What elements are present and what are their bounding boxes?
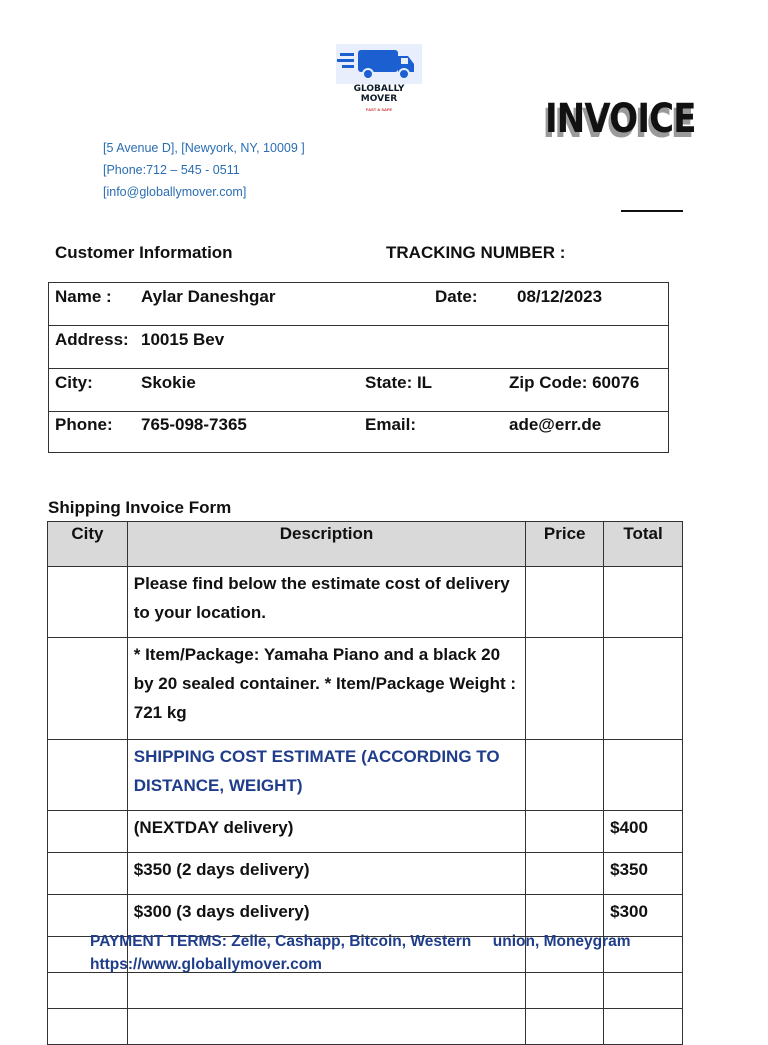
row-city bbox=[48, 740, 128, 811]
customer-row-phone bbox=[49, 411, 668, 454]
truck-icon bbox=[336, 44, 422, 84]
invoice-title: INVOICE bbox=[545, 96, 696, 142]
row-price bbox=[526, 638, 604, 740]
customer-info-label: Customer Information bbox=[55, 243, 233, 262]
address-label: Address: bbox=[55, 330, 129, 349]
row-price bbox=[526, 853, 604, 895]
row-city bbox=[48, 853, 128, 895]
company-logo bbox=[336, 44, 422, 116]
date-label: Date: bbox=[435, 287, 478, 306]
row-price bbox=[526, 895, 604, 937]
customer-row-city bbox=[49, 369, 668, 412]
row-city bbox=[48, 638, 128, 740]
table-row bbox=[48, 895, 683, 937]
company-address: [5 Avenue D], [Newyork, NY, 10009 ] bbox=[103, 141, 305, 155]
email-label: Email: bbox=[365, 415, 417, 434]
row-description: Please find below the estimate cost of delivery to your location. bbox=[127, 567, 526, 638]
phone-label: Phone: bbox=[55, 415, 113, 434]
phone-value: 765-098-7365 bbox=[141, 415, 247, 434]
table-row bbox=[48, 740, 683, 811]
row-description: $350 (2 days delivery) bbox=[127, 853, 526, 895]
table-row bbox=[48, 811, 683, 853]
row-price bbox=[526, 567, 604, 638]
name-value: Aylar Daneshgar bbox=[141, 287, 276, 306]
title-underline bbox=[621, 210, 683, 212]
tracking-number-label: TRACKING NUMBER : bbox=[386, 243, 566, 262]
state-text: State: IL bbox=[365, 373, 433, 392]
row-price bbox=[526, 811, 604, 853]
company-phone: [Phone:712 – 545 - 0511 bbox=[103, 163, 240, 177]
email-value: ade@err.de bbox=[509, 415, 602, 434]
customer-info-box bbox=[48, 282, 669, 453]
row-total: $300 bbox=[604, 895, 683, 937]
company-email: [info@globallymover.com] bbox=[103, 185, 247, 199]
row-description: SHIPPING COST ESTIMATE (ACCORDING TO DISTANCE, WEIGHT) bbox=[127, 740, 526, 811]
header-description: Description bbox=[127, 522, 526, 567]
table-row bbox=[48, 973, 683, 1009]
table-header-row bbox=[48, 522, 683, 567]
company-url[interactable]: https://www.globallymover.com bbox=[90, 956, 322, 973]
shipping-form-label: Shipping Invoice Form bbox=[48, 498, 232, 517]
row-description: * Item/Package: Yamaha Piano and a black 20 by 20 sealed container. * Item/Package Weight : 721 kg bbox=[127, 638, 526, 740]
customer-row-name bbox=[49, 283, 668, 326]
logo-brand: GLOBALLY MOVER bbox=[353, 84, 405, 104]
date-value: 08/12/2023 bbox=[517, 287, 603, 306]
row-city bbox=[48, 811, 128, 853]
header-price: Price bbox=[526, 522, 604, 567]
row-total: $400 bbox=[604, 811, 683, 853]
row-description: $300 (3 days delivery) bbox=[127, 895, 526, 937]
city-label: City: bbox=[55, 373, 93, 392]
name-label: Name : bbox=[55, 287, 112, 306]
header-city: City bbox=[48, 522, 128, 567]
row-city bbox=[48, 895, 128, 937]
address-value: 10015 Bev bbox=[141, 330, 225, 349]
logo-tagline: FAST & SAFE bbox=[365, 107, 392, 112]
city-value: Skokie bbox=[141, 373, 196, 392]
zip-text: Zip Code: 60076 bbox=[509, 373, 640, 392]
payment-terms: PAYMENT TERMS: Zelle, Cashapp, Bitcoin, Western union, Moneygram bbox=[90, 933, 631, 950]
row-total bbox=[604, 740, 683, 811]
table-row bbox=[48, 1009, 683, 1045]
row-city bbox=[48, 567, 128, 638]
row-description: (NEXTDAY delivery) bbox=[127, 811, 526, 853]
customer-row-address bbox=[49, 326, 668, 369]
table-row bbox=[48, 853, 683, 895]
table-row bbox=[48, 638, 683, 740]
row-total: $350 bbox=[604, 853, 683, 895]
row-total bbox=[604, 567, 683, 638]
table-row bbox=[48, 567, 683, 638]
row-price bbox=[526, 740, 604, 811]
row-total bbox=[604, 638, 683, 740]
header-total: Total bbox=[604, 522, 683, 567]
